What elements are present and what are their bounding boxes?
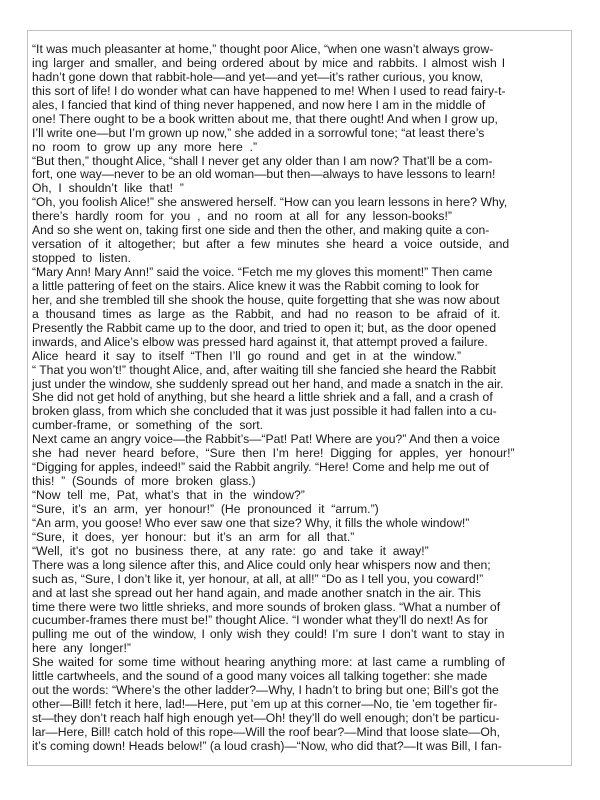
text-line: She did not get hold of anything, but she heard a little shriek and a fall, and a crash of [32,390,493,405]
text-line: this! ” (Sounds of more broken glass.) [32,474,256,489]
text-line: st—they don’t reach half high enough yet—Oh! they’ll do well enough; don’t be particu- [32,711,500,725]
text-line: Next came an angry voice—the Rabbit’s—“Pat! Pat! Where are you?” And then a voice [32,432,500,447]
text-line: and at last she spread out her hand again, and made another snatch in the air. This [32,585,481,600]
text-line: “Mary Ann! Mary Ann!” said the voice. “Fetch me my gloves this moment!” Then came [32,265,493,279]
text-line: “Digging for apples, indeed!” said the Rabbit angrily. “Here! Come and help me out of [32,460,490,475]
text-line: pulling me out of the window, I only wish they could! I’m sure I don’t want to stay in [32,627,505,642]
text-line: Presently the Rabbit came up to the door, and tried to open it; but, as the door opened [32,320,497,335]
book-page [27,30,572,766]
text-line: “Well, it’s got no business there, at any rate: go and take it away!” [32,543,429,558]
text-line: just under the window, she suddenly spread out her hand, and made a snatch in the air. [32,376,504,391]
text-line: broken glass, from which she concluded that it was just possible it had fallen into a cu- [32,404,497,419]
text-line: “Sure, it does, yer honour: but it’s an arm for all that.” [32,529,355,544]
text-line: “Oh, you foolish Alice!” she answered herself. “How can you learn lessons in here? Why, [32,195,508,210]
text-line: There was a long silence after this, and Alice could only hear whispers now and then; [32,557,491,572]
text-line: stopped to listen. [32,251,131,266]
text-line: this sort of life! I do wonder what can have happened to me! When I used to read fairy-t- [32,83,506,98]
text-line: time there were two little shrieks, and more sounds of broken glass. “What a number of [32,599,501,614]
text-line: her, and she trembled till she shook the house, quite forgetting that she was now about [32,292,500,307]
text-line: a little pattering of feet on the stairs. Alice knew it was the Rabbit coming to look for [32,278,480,293]
text-line: inwards, and Alice’s elbow was pressed hard against it, that attempt proved a failure. [32,334,488,349]
text-line: such as, “Sure, I don’t like it, yer honour, at all, at all!” “Do as I tell you, you coward!” [32,571,484,586]
text-line: cumber-frame, or something of the sort. [32,418,264,433]
text-line: Alice heard it say to itself “Then I’ll go round and get in at the window.” [32,348,462,363]
text-line: “Sure, it’s an arm, yer honour!” (He pronounced it “arrum.”) [32,501,379,516]
text-line: it’s coming down! Heads below!” (a loud crash)—“Now, who did that?—It was Bill, I fan- [32,738,502,753]
text-line: “An arm, you goose! Who ever saw one that size? Why, it fills the whole window!” [32,515,470,530]
text-line: “But then,” thought Alice, “shall I never get any older than I am now? That’ll be a com- [32,153,493,168]
text-line: I’ll write one—but I’m grown up now,” she added in a sorrowful tone; “at least there’s [32,125,485,140]
text-line: “It was much pleasanter at home,” thought poor Alice, “when one wasn’t always grow- [32,42,494,56]
text-line: hadn’t gone down that rabbit-hole—and yet—and yet—it’s rather curious, you know, [32,69,483,84]
text-line: a thousand times as large as the Rabbit, and had no reason to be afraid of it. [32,306,501,321]
text-line: here any longer!” [32,641,131,656]
text-line: Oh, I shouldn’t like that! ” [32,181,184,196]
text-line: And so she went on, taking first one side and then the other, and making quite a con- [32,223,490,238]
text-line: “Now tell me, Pat, what’s that in the window?” [32,488,305,502]
text-line: versation of it altogether; but after a few minutes she heard a voice outside, and [32,237,510,252]
text-line: one! There ought to be a book written about me, that there ought! And when I grow up, [32,111,498,126]
text-line: She waited for some time without hearing anything more: at last came a rumbling of [32,655,505,670]
text-line: ales, I fancied that kind of thing never happened, and now here I am in the middle of [32,97,486,112]
text-line: fort, one way—never to be an old woman—but then—always to have lessons to learn! [32,167,496,182]
text-line: there’s hardly room for you , and no room at all for any lesson-books!” [32,209,452,224]
text-line: little cartwheels, and the sound of a good many voices all talking together: she made [32,669,488,684]
text-line: other—Bill! fetch it here, lad!—Here, put ’em up at this corner—No, tie ’em together fir- [32,697,498,712]
text-line: no room to grow up any more here .” [32,139,258,154]
text-column [32,43,559,754]
text-line: cucumber-frames there must be!” thought Alice. “I wonder what they’ll do next! As for [32,613,488,628]
text-line: she had never heard before, “Sure then I’m here! Digging for apples, yer honour!” [32,446,515,461]
text-line: lar—Here, Bill! catch hold of this rope—Will the roof bear?—Mind that loose slate—Oh, [32,724,501,739]
text-line: ing larger and smaller, and being ordered about by mice and rabbits. I almost wish I [32,55,506,70]
text-line: out the words: “Where’s the other ladder?—Why, I hadn’t to bring but one; Bill’s got the [32,683,499,698]
text-line: “ That you won’t!” thought Alice, and, after waiting till she fancied she heard the Rabbit [32,362,496,377]
